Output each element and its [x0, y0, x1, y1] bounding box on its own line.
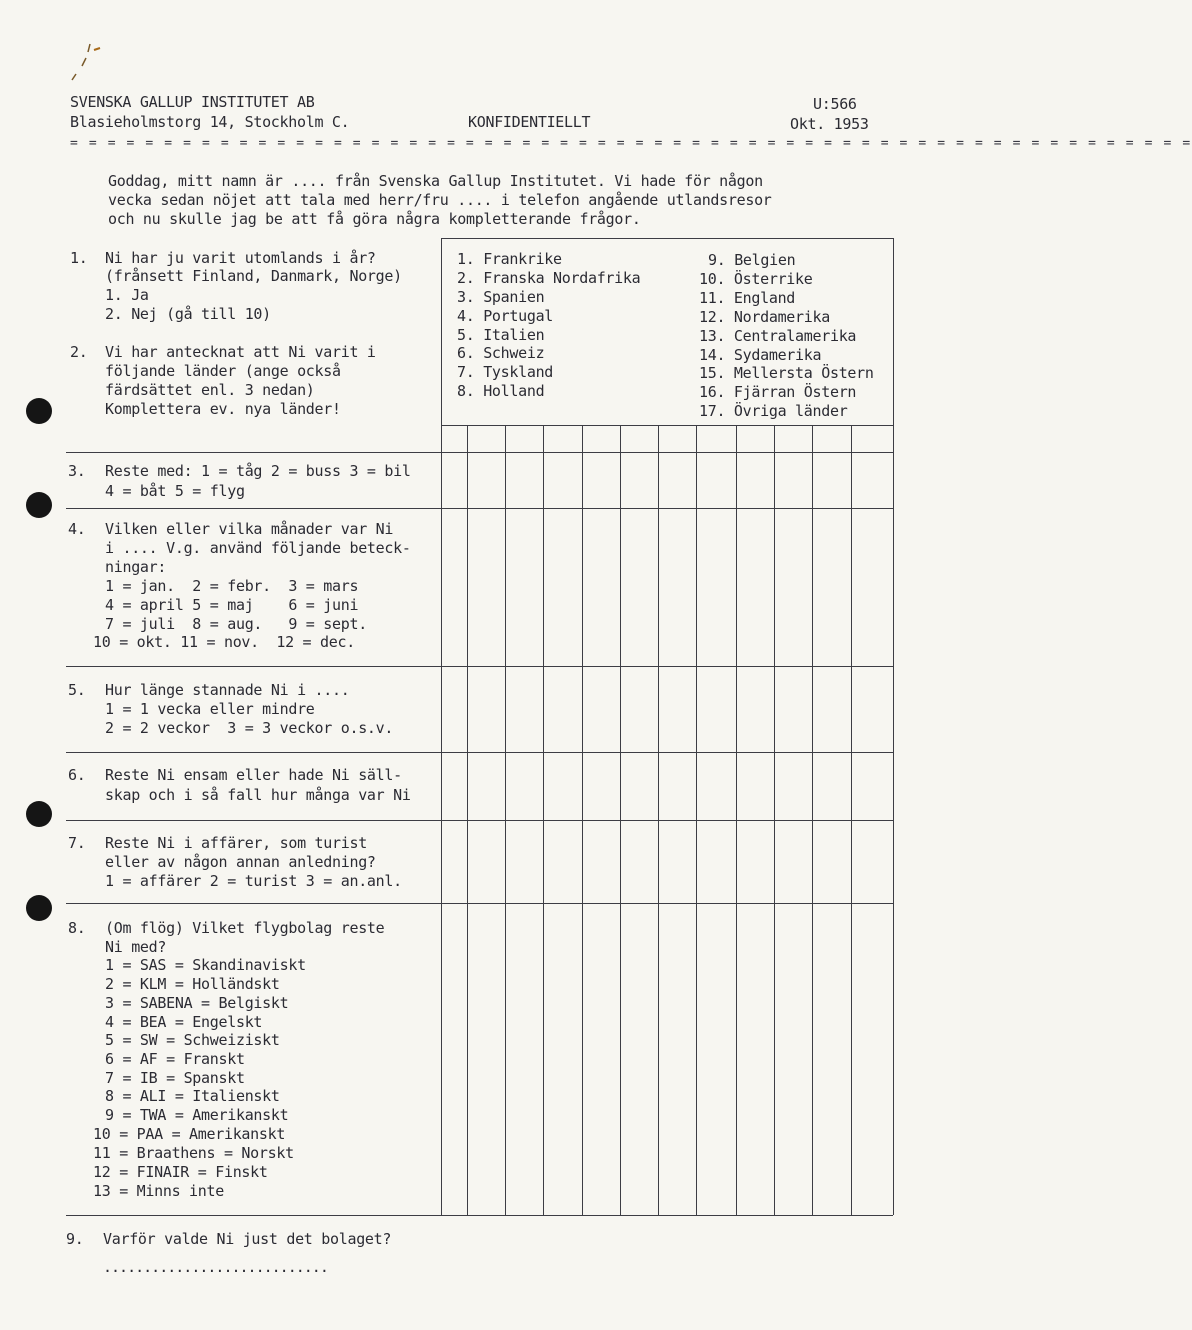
- q3-line-2: 4 = båt 5 = flyg: [105, 482, 245, 500]
- airline-option: 13 = Minns inte: [93, 1182, 224, 1200]
- country-item: 4. Portugal: [457, 307, 554, 325]
- q9-answer-line[interactable]: ............................: [103, 1258, 328, 1276]
- answer-column-line: [620, 425, 621, 1215]
- q1-option-1: 1. Ja: [105, 286, 149, 304]
- header-separator: = = = = = = = = = = = = = = = = = = = = = = = = = = = = = = = = = = = = = = = = = = = = = = = = = = = = = = = = = = = =: [70, 136, 1192, 151]
- answer-column-line: [582, 425, 583, 1215]
- pen-mark: [60, 40, 110, 90]
- grid-right-border: [893, 238, 894, 1215]
- q3-line-1: Reste med: 1 = tåg 2 = buss 3 = bil: [105, 462, 411, 480]
- q1-note: (frånsett Finland, Danmark, Norge): [105, 267, 402, 285]
- q5-number: 5.: [68, 681, 86, 699]
- country-item: 5. Italien: [457, 326, 545, 344]
- country-item: 2. Franska Nordafrika: [457, 269, 641, 287]
- q1-number: 1.: [70, 249, 88, 267]
- airline-option: 2 = KLM = Holländskt: [105, 975, 280, 993]
- airline-option: 7 = IB = Spanskt: [105, 1069, 245, 1087]
- q4-months-1: 1 = jan. 2 = febr. 3 = mars: [105, 577, 359, 595]
- q2-number: 2.: [70, 343, 88, 361]
- country-item: 10. Österrike: [699, 270, 813, 288]
- q2-line-4: Komplettera ev. nya länder!: [105, 400, 341, 418]
- q8-line-2: Ni med?: [105, 938, 167, 956]
- q7-number: 7.: [68, 834, 86, 852]
- country-item: 1. Frankrike: [457, 250, 562, 268]
- country-item: 17. Övriga länder: [699, 402, 848, 420]
- q4-line-1: Vilken eller vilka månader var Ni: [105, 520, 394, 538]
- confidential-label: KONFIDENTIELLT: [468, 113, 591, 131]
- punch-hole: [26, 398, 52, 424]
- airline-option: 6 = AF = Franskt: [105, 1050, 245, 1068]
- row-divider-q8: [66, 903, 893, 904]
- country-item: 11. England: [699, 289, 796, 307]
- q6-number: 6.: [68, 766, 86, 784]
- q4-line-3: ningar:: [105, 558, 167, 576]
- airline-option: 11 = Braathens = Norskt: [93, 1144, 294, 1162]
- airline-option: 4 = BEA = Engelskt: [105, 1013, 263, 1031]
- intro-line-2: vecka sedan nöjet att tala med herr/fru .... i telefon angående utlandsresor: [108, 191, 772, 209]
- punch-hole: [26, 801, 52, 827]
- grid-left-border: [441, 238, 442, 1215]
- country-item: 15. Mellersta Östern: [699, 364, 874, 382]
- grid-header-divider: [441, 425, 893, 426]
- row-divider-q7: [66, 820, 893, 821]
- row-divider-q6: [66, 752, 893, 753]
- q6-line-2: skap och i så fall hur många var Ni: [105, 786, 411, 804]
- row-divider-q4: [66, 508, 893, 509]
- country-item: 16. Fjärran Östern: [699, 383, 857, 401]
- q2-line-3: färdsättet enl. 3 nedan): [105, 381, 315, 399]
- airline-option: 8 = ALI = Italienskt: [105, 1087, 280, 1105]
- q5-line-1: Hur länge stannade Ni i ....: [105, 681, 350, 699]
- q3-number: 3.: [68, 462, 86, 480]
- q2-line-1: Vi har antecknat att Ni varit i: [105, 343, 376, 361]
- q9-text: Varför valde Ni just det bolaget?: [103, 1230, 392, 1248]
- intro-line-1: Goddag, mitt namn är .... från Svenska Gallup Institutet. Vi hade för någon: [108, 172, 763, 190]
- q7-line-1: Reste Ni i affärer, som turist: [105, 834, 367, 852]
- q4-line-2: i .... V.g. använd följande beteck-: [105, 539, 411, 557]
- country-item: 9. Belgien: [708, 251, 796, 269]
- form-date: Okt. 1953: [790, 115, 869, 133]
- form-code: U:566: [813, 95, 857, 113]
- airline-option: 5 = SW = Schweiziskt: [105, 1031, 280, 1049]
- q4-number: 4.: [68, 520, 86, 538]
- answer-column-line: [812, 425, 813, 1215]
- country-item: 3. Spanien: [457, 288, 545, 306]
- q8-line-1: (Om flög) Vilket flygbolag reste: [105, 919, 385, 937]
- q2-line-2: följande länder (ange också: [105, 362, 341, 380]
- airline-option: 10 = PAA = Amerikanskt: [93, 1125, 286, 1143]
- country-item: 8. Holland: [457, 382, 545, 400]
- q4-months-4: 10 = okt. 11 = nov. 12 = dec.: [93, 633, 355, 651]
- answer-column-line: [505, 425, 506, 1215]
- airline-option: 9 = TWA = Amerikanskt: [105, 1106, 289, 1124]
- answer-column-line: [736, 425, 737, 1215]
- airline-option: 3 = SABENA = Belgiskt: [105, 994, 289, 1012]
- country-item: 7. Tyskland: [457, 363, 554, 381]
- q5-line-2: 1 = 1 vecka eller mindre: [105, 700, 315, 718]
- q6-line-1: Reste Ni ensam eller hade Ni säll-: [105, 766, 402, 784]
- q4-months-2: 4 = april 5 = maj 6 = juni: [105, 596, 359, 614]
- org-name: SVENSKA GALLUP INSTITUTET AB: [70, 93, 315, 111]
- q5-line-3: 2 = 2 veckor 3 = 3 veckor o.s.v.: [105, 719, 394, 737]
- row-divider-q3: [66, 452, 893, 453]
- q1-text: Ni har ju varit utomlands i år?: [105, 249, 376, 267]
- answer-column-line: [851, 425, 852, 1215]
- answer-column-line: [696, 425, 697, 1215]
- row-divider-q5: [66, 666, 893, 667]
- answer-column-line: [658, 425, 659, 1215]
- country-item: 13. Centralamerika: [699, 327, 857, 345]
- airline-option: 12 = FINAIR = Finskt: [93, 1163, 268, 1181]
- q1-option-2: 2. Nej (gå till 10): [105, 305, 271, 323]
- answer-column-line: [467, 425, 468, 1215]
- intro-line-3: och nu skulle jag be att få göra några kompletterande frågor.: [108, 210, 641, 228]
- q4-months-3: 7 = juli 8 = aug. 9 = sept.: [105, 615, 367, 633]
- answer-column-line: [543, 425, 544, 1215]
- punch-hole: [26, 492, 52, 518]
- punch-hole: [26, 895, 52, 921]
- country-item: 14. Sydamerika: [699, 346, 822, 364]
- answer-column-line: [774, 425, 775, 1215]
- org-address: Blasieholmstorg 14, Stockholm C.: [70, 113, 350, 131]
- q7-line-2: eller av någon annan anledning?: [105, 853, 376, 871]
- q9-number: 9.: [66, 1230, 84, 1248]
- grid-top-border: [441, 238, 893, 239]
- country-item: 12. Nordamerika: [699, 308, 830, 326]
- q8-number: 8.: [68, 919, 86, 937]
- airline-option: 1 = SAS = Skandinaviskt: [105, 956, 306, 974]
- row-divider-q9: [66, 1215, 893, 1216]
- q7-line-3: 1 = affärer 2 = turist 3 = an.anl.: [105, 872, 402, 890]
- country-item: 6. Schweiz: [457, 344, 545, 362]
